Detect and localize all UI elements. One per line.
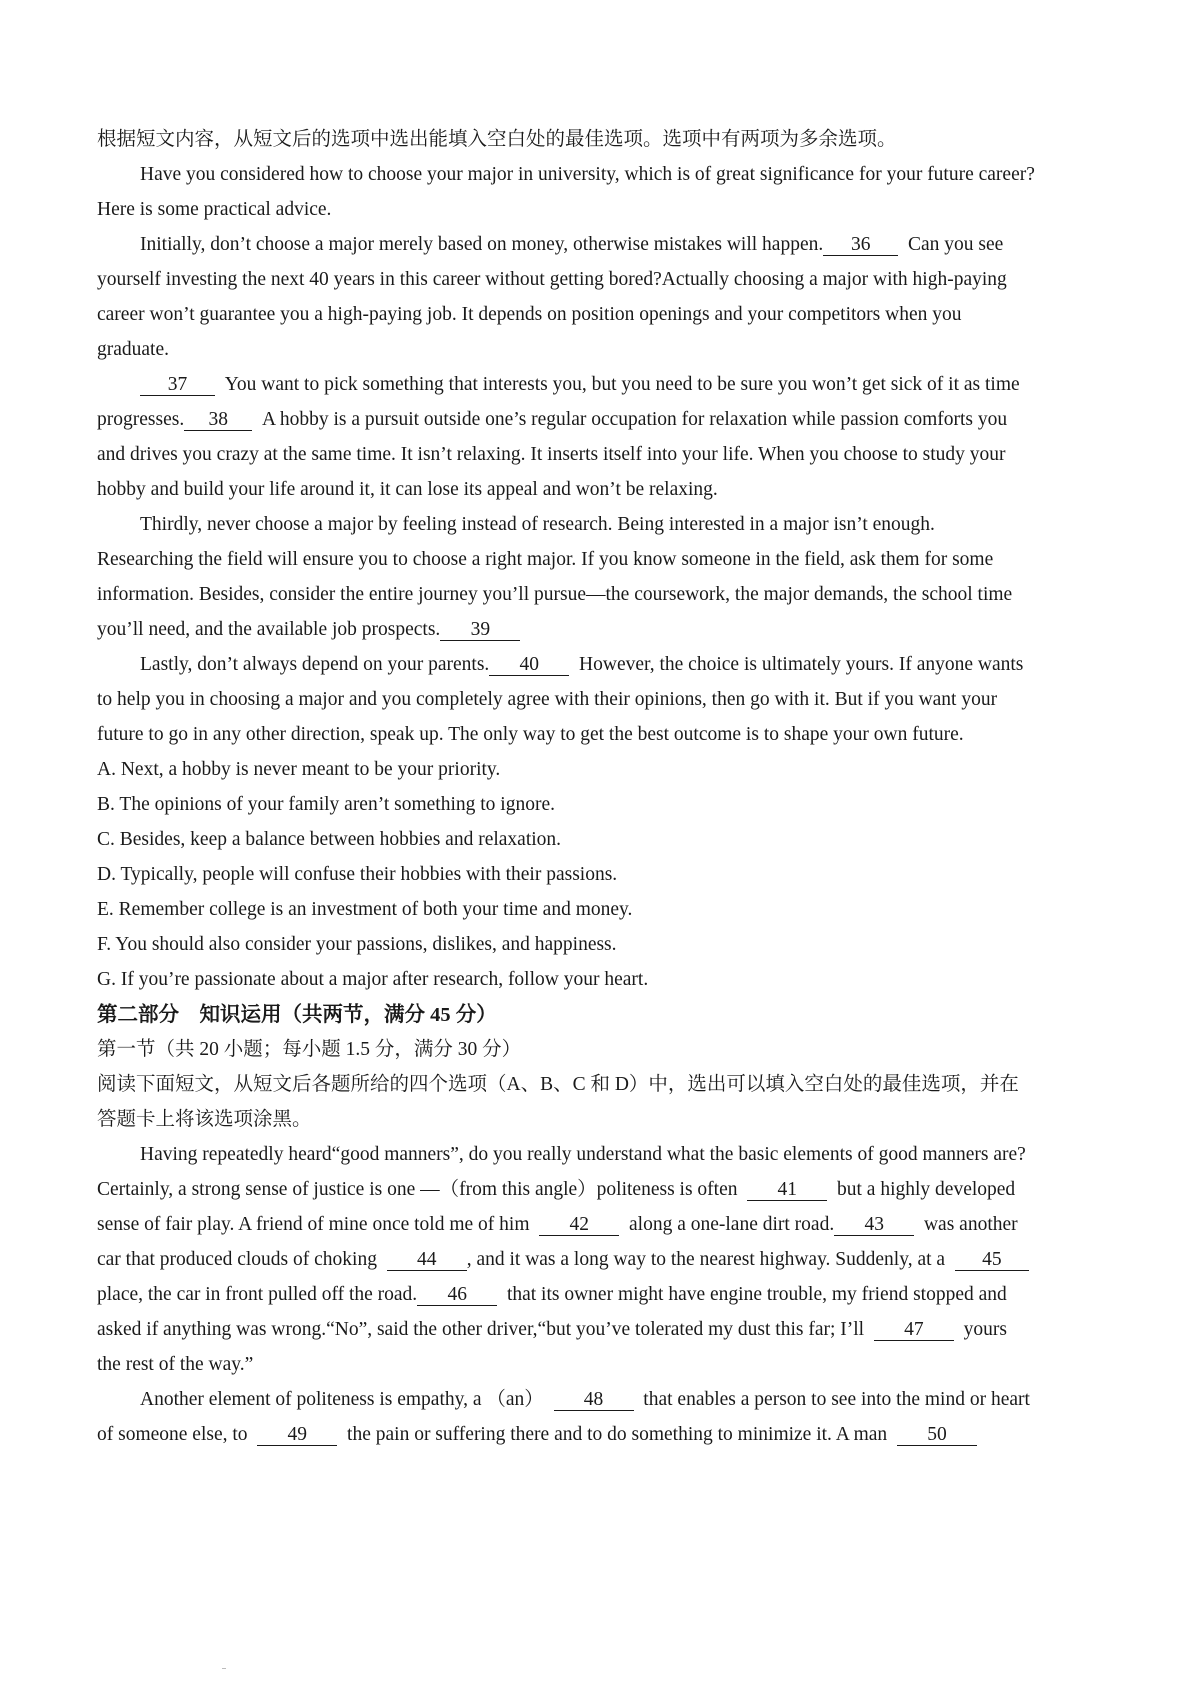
passage2-line: the rest of the way.”: [97, 1354, 254, 1375]
blank-40: 40: [489, 655, 569, 676]
passage2-line: [97, 1283, 1007, 1307]
text-run: Certainly, a strong sense of justice is one —（from this angle）politeness is often: [97, 1179, 738, 1200]
passage2-line: [97, 1248, 1029, 1272]
blank-44: 44: [387, 1250, 467, 1271]
text-run: Initially, don’t choose a major merely based on money, otherwise mistakes will happen.: [140, 234, 824, 255]
text-run: you’ll need, and the available job prospects.: [97, 619, 441, 640]
passage1-line: graduate.: [97, 339, 170, 360]
text-run: place, the car in front pulled off the road.: [97, 1284, 418, 1305]
blank-49: 49: [257, 1425, 337, 1446]
text-run: You want to pick something that interests you, but you need to be sure you won’t get sick of it as time: [224, 374, 1020, 395]
blank-41: 41: [747, 1180, 827, 1201]
text-run: Lastly, don’t always depend on your parents.: [140, 654, 490, 675]
text-run: A hobby is a pursuit outside one’s regular occupation for relaxation while passion comforts you: [261, 409, 1008, 430]
text-run: car that produced clouds of choking: [97, 1249, 377, 1270]
passage2-line: [97, 1178, 1015, 1202]
instruction-line: 答题卡上将该选项涂黑。: [97, 1109, 312, 1130]
blank-43: 43: [834, 1215, 914, 1236]
instruction-line: 阅读下面短文，从短文后各题所给的四个选项（A、B、C 和 D）中，选出可以填入空白处的最佳选项，并在: [97, 1074, 1019, 1095]
option-item: A. Next, a hobby is never meant to be your priority.: [97, 759, 501, 780]
text-run: but a highly developed: [837, 1179, 1016, 1200]
blank-36: 36: [823, 235, 898, 256]
passage1-line: yourself investing the next 40 years in this career without getting bored?Actually choosing a major with high-paying: [97, 269, 1007, 290]
text-run: along a one-lane dirt road.: [629, 1214, 835, 1235]
blank-46: 46: [417, 1285, 497, 1306]
passage2-line: [140, 1388, 1030, 1412]
text-run: the pain or suffering there and to do something to minimize it. A man: [347, 1424, 888, 1445]
text-run: sense of fair play. A friend of mine once told me of him: [97, 1214, 530, 1235]
option-item: C. Besides, keep a balance between hobbies and relaxation.: [97, 829, 562, 850]
passage1-line: information. Besides, consider the entire journey you’ll pursue—the coursework, the major demands, the school time: [97, 584, 1013, 605]
text-run: progresses.: [97, 409, 185, 430]
passage2-line: Having repeatedly heard“good manners”, do you really understand what the basic elements of good manners are?: [140, 1144, 1026, 1165]
passage1-line: [140, 233, 1003, 257]
blank-38: 38: [184, 410, 252, 431]
option-item: D. Typically, people will confuse their hobbies with their passions.: [97, 864, 618, 885]
text-run: was another: [923, 1214, 1018, 1235]
passage1-line: [97, 618, 520, 642]
passage2-line: [97, 1318, 1007, 1342]
blank-42: 42: [539, 1215, 619, 1236]
passage1-line: Researching the field will ensure you to choose a right major. If you know someone in the field, ask them for some: [97, 549, 994, 570]
passage1-line: future to go in any other direction, speak up. The only way to get the best outcome is to shape your own future.: [97, 724, 964, 745]
text-run: that enables a person to see into the mind or heart: [643, 1389, 1030, 1410]
section-instruction: 根据短文内容，从短文后的选项中选出能填入空白处的最佳选项。选项中有两项为多余选项。: [97, 129, 897, 150]
section1-title: 第一节（共 20 小题；每小题 1.5 分，满分 30 分）: [97, 1039, 522, 1060]
passage1-line: Have you considered how to choose your major in university, which is of great significance for your future career?: [140, 164, 1035, 185]
text-run: asked if anything was wrong.“No”, said the other driver,“but you’ve tolerated my dust this far; I’ll: [97, 1319, 865, 1340]
option-item: F. You should also consider your passions, dislikes, and happiness.: [97, 934, 617, 955]
page-mark: [222, 1668, 226, 1669]
option-item: B. The opinions of your family aren’t something to ignore.: [97, 794, 556, 815]
blank-45: 45: [955, 1250, 1029, 1271]
passage1-line: [97, 408, 1007, 432]
passage1-line: [140, 373, 1020, 397]
passage1-line: and drives you crazy at the same time. It isn’t relaxing. It inserts itself into your life. When you choose to study your: [97, 444, 1006, 465]
text-run: yours: [963, 1319, 1007, 1340]
passage2-line: [97, 1423, 977, 1447]
blank-47: 47: [874, 1320, 954, 1341]
blank-50: 50: [897, 1425, 977, 1446]
passage1-line: Thirdly, never choose a major by feeling instead of research. Being interested in a major isn’t enough.: [140, 514, 935, 535]
part2-title: 第二部分 知识运用（共两节，满分 45 分）: [97, 1004, 497, 1026]
passage1-line: hobby and build your life around it, it can lose its appeal and won’t be relaxing.: [97, 479, 718, 500]
blank-48: 48: [554, 1390, 634, 1411]
text-run: , and it was a long way to the nearest highway. Suddenly, at a: [466, 1249, 946, 1270]
passage2-line: [97, 1213, 1018, 1237]
blank-39: 39: [440, 620, 520, 641]
passage1-line: Here is some practical advice.: [97, 199, 332, 220]
text-run: However, the choice is ultimately yours. If anyone wants: [579, 654, 1024, 675]
passage1-line: to help you in choosing a major and you completely agree with their opinions, then go with it. But if you want your: [97, 689, 998, 710]
text-run: Can you see: [907, 234, 1004, 255]
passage1-line: career won’t guarantee you a high-paying job. It depends on position openings and your competitors when you: [97, 304, 962, 325]
text-run: Another element of politeness is empathy, a （an）: [140, 1389, 544, 1410]
text-run: of someone else, to: [97, 1424, 248, 1445]
passage1-line: [140, 653, 1023, 677]
option-item: E. Remember college is an investment of both your time and money.: [97, 899, 633, 920]
text-run: that its owner might have engine trouble, my friend stopped and: [506, 1284, 1007, 1305]
blank-37: 37: [140, 375, 215, 396]
option-item: G. If you’re passionate about a major after research, follow your heart.: [97, 969, 649, 990]
